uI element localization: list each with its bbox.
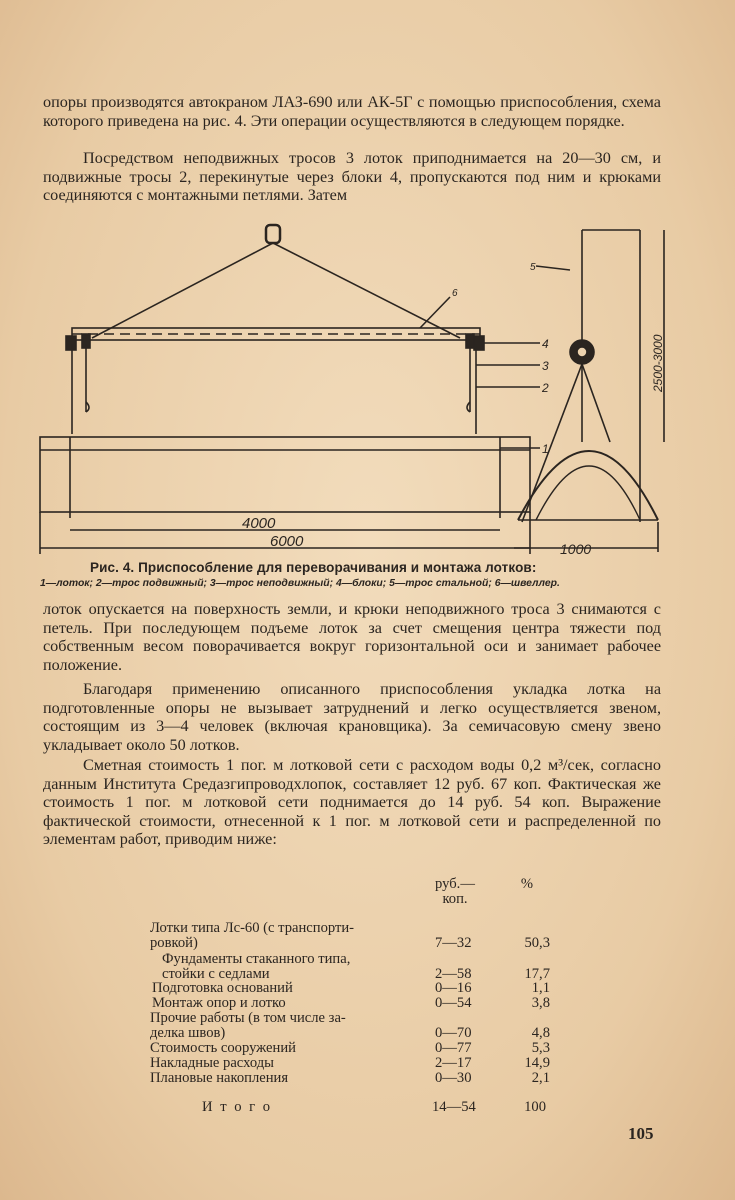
figure-caption-legend: 1—лоток; 2—трос подвижный; 3—трос неподвижный; 4—блоки; 5—трос стальной; 6—швеллер. [40, 578, 560, 589]
row-cost: 14—54 [432, 1099, 476, 1115]
page-number: 105 [628, 1124, 654, 1143]
column-header-percent: % [520, 876, 534, 892]
row-cost: 2—17 [435, 1055, 472, 1071]
paragraph-4: Благодаря применению описанного приспособления укладка лотка на подготовленные опоры не вызывает затруднений и легко осуществляется звеном, состоящим из 3—4 человек (включая крановщика). За семичасовую смену звено укладывает около 50 лотков. [43, 680, 661, 754]
row-percent: 2,1 [531, 1070, 550, 1086]
figure-drawing [30, 222, 670, 560]
paragraph-3: лоток опускается на поверхность земли, и крюки неподвижного троса 3 снимаются с петель. При последующем подъеме лоток за счет смещения центра тяжести под собственным весом поворачивается вокруг горизонтальной оси и занимает рабочее положение. [43, 600, 661, 674]
row-cost: 7—32 [435, 935, 472, 951]
row-percent: 4,8 [531, 1025, 550, 1041]
row-name: Плановые накопления [150, 1070, 289, 1086]
row-cost: 0—70 [435, 1025, 472, 1041]
row-name: Стоимость сооружений [150, 1040, 296, 1056]
row-cost: 0—77 [435, 1040, 472, 1056]
row-name: Монтаж опор и лотко [152, 995, 286, 1011]
paragraph-2: Посредством неподвижных тросов 3 лоток приподнимается на 20—30 см, и подвижные тросы 2, перекинутые через блоки 4, пропускаются под ним и крюками соединяются с монтажными петлями. Затем [43, 149, 661, 205]
row-percent: 14,9 [524, 1055, 550, 1071]
row-percent: 1,1 [531, 980, 550, 996]
label-1: 1 [542, 442, 549, 456]
label-3: 3 [542, 359, 549, 373]
dim-1000: 1000 [560, 541, 592, 557]
paragraph-1: опоры производятся автокраном ЛАЗ-690 или АК-5Г с помощью приспособления, схема которого приведена на рис. 4. Эти операции осуществляются в следующем порядке. [43, 93, 661, 130]
row-percent: 3,8 [531, 995, 550, 1011]
dim-height: 2500-3000 [651, 334, 665, 392]
row-name: Накладные расходы [150, 1055, 274, 1071]
row-percent: 5,3 [531, 1040, 550, 1056]
paragraph-5: Сметная стоимость 1 пог. м лотковой сети с расходом воды 0,2 м³/сек, согласно данным Института Средазгипроводхлопок, составляет 12 руб. 67 коп. Фактическая же стоимость 1 пог. м лотковой сети поднимается до 14 руб. 54 коп. Выражение фактической стоимости, отнесенной к 1 пог. м лотковой сети и распределенной по элементам работ, приводим ниже: [43, 756, 661, 849]
column-header-cost: руб.— коп. [435, 876, 475, 907]
row-cost: 0—54 [435, 995, 472, 1011]
row-name: Фундаменты стаканного типа, стойки с седлами [162, 951, 351, 982]
figure-4 [30, 222, 670, 560]
row-name: Подготовка оснований [152, 980, 293, 996]
row-percent: 100 [524, 1099, 546, 1115]
label-6: 6 [452, 288, 458, 299]
row-cost: 0—16 [435, 980, 472, 996]
label-5: 5 [530, 262, 536, 273]
row-name: И т о г о [202, 1099, 273, 1115]
row-name: Лотки типа Лс-60 (с транспорти- ровкой) [150, 920, 355, 951]
label-4: 4 [542, 337, 549, 351]
label-2: 2 [542, 381, 549, 395]
row-name: Прочие работы (в том числе за- делка швов) [150, 1010, 346, 1041]
figure-caption-title: Рис. 4. Приспособление для переворачивания и монтажа лотков: [90, 560, 537, 575]
row-cost: 0—30 [435, 1070, 472, 1086]
row-percent: 17,7 [524, 966, 550, 982]
dim-6000: 6000 [270, 533, 304, 550]
row-percent: 50,3 [524, 935, 550, 951]
row-cost: 2—58 [435, 966, 472, 982]
dim-4000: 4000 [242, 515, 276, 532]
